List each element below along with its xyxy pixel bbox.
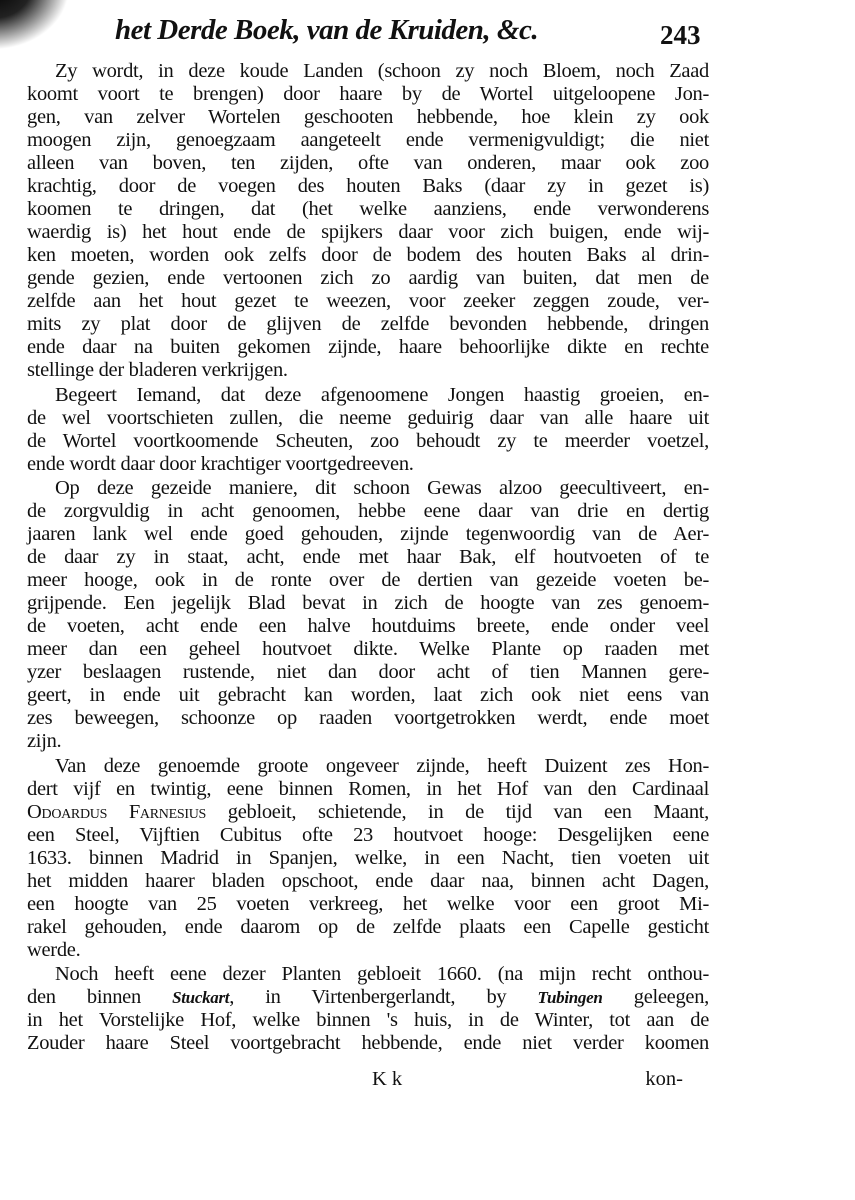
text-line: 1633. binnen Madrid in Spanjen, welke, in een Nacht, tien voeten uit xyxy=(27,846,709,869)
text-line: zelfde aan het hout gezet te weezen, voor zeeker zeggen zoude, ver- xyxy=(27,290,709,312)
text-line: dert vijf en twintig, eene binnen Romen, in het Hof van den Cardinaal xyxy=(27,777,709,800)
text-line: stellinge der bladeren verkrijgen. xyxy=(27,359,288,381)
text-line: jaaren lank wel ende goed gehouden, zijnde tegenwoordig van de Aer- xyxy=(27,523,709,545)
text-line: mits zy plat door de glijven de zelfde bevonden hebbende, dringen xyxy=(27,313,709,335)
paragraph xyxy=(27,755,709,962)
text-line: zijn. xyxy=(27,730,62,752)
text-line xyxy=(27,801,709,824)
text-line: koomen te dringen, dat (het welke aanziens, ende verwonderens xyxy=(27,198,709,220)
text-segment: den binnen xyxy=(27,986,173,1008)
text-line: Van deze genoemde groote ongeveer zijnde, heeft Duizent zes Hon- xyxy=(55,754,709,777)
text-segment: gebloeit, schietende, in de tijd van een Maant, xyxy=(206,800,710,823)
text-line: gende gezien, ende vertoonen zich zo aardig van buiten, dat men de xyxy=(27,267,709,289)
text-line: een hoogte van 25 voeten verkreeg, het welke voor een groot Mi- xyxy=(27,892,709,915)
text-line: ken moeten, worden ook zelfs door de bodem des houten Baks al drin- xyxy=(27,244,709,266)
text-line: het midden haarer bladen opschoot, ende daar naa, binnen acht Dagen, xyxy=(27,869,709,892)
text-line: grijpende. Een jegelijk Blad bevat in zich de hoogte van zes genoem- xyxy=(27,592,709,614)
paragraph xyxy=(27,60,709,382)
text-line: Op deze gezeide maniere, dit schoon Gewas alzoo geecultiveert, en- xyxy=(55,477,709,499)
text-segment: geleegen, xyxy=(602,986,710,1008)
text-line: de voeten, acht ende een halve houtduims breete, ende onder veel xyxy=(27,615,709,637)
text-line: Noch heeft eene dezer Planten gebloeit 1660. (na mijn recht onthou- xyxy=(55,963,709,985)
paragraph xyxy=(27,477,709,753)
styled-word: Tubingen xyxy=(537,988,603,1007)
scan-shadow xyxy=(0,0,70,50)
text-line: zes beweegen, schoonze op raaden voortgetrokken werdt, ende moet xyxy=(27,707,709,729)
body-text xyxy=(27,60,709,1057)
styled-word: Odoardus Farnesius xyxy=(27,800,206,823)
text-line: werde. xyxy=(27,938,81,961)
styled-word: Stuckart xyxy=(172,988,230,1007)
text-line: meer dan een geheel houtvoet dikte. Welke Plante op raaden met xyxy=(27,638,709,660)
text-line: waerdig is) het hout ende de spijkers daar voor zich buigen, ende wij- xyxy=(27,221,709,243)
text-line: een Steel, Vijftien Cubitus ofte 23 houtvoet hooge: Desgelijken eene xyxy=(27,823,709,846)
page-number: 243 xyxy=(660,20,701,50)
text-line: Zouder haare Steel voortgebracht hebbende, ende niet verder koomen xyxy=(27,1032,709,1054)
paragraph xyxy=(27,384,709,476)
text-line: koomt voort te brengen) door haare by de Wortel uitgeloopene Jon- xyxy=(27,83,709,105)
text-line: de daar zy in staat, acht, ende met haar Bak, elf houtvoeten of te xyxy=(27,546,709,568)
text-line: Zy wordt, in deze koude Landen (schoon zy noch Bloem, noch Zaad xyxy=(55,60,709,82)
signature-mark: K k xyxy=(372,1068,403,1090)
text-line: rakel gehouden, ende daarom op de zelfde plaats een Capelle gesticht xyxy=(27,915,709,938)
running-title: het Derde Boek, van de Kruiden, &c. xyxy=(115,14,539,46)
text-line xyxy=(27,986,709,1009)
text-line: de Wortel voortkoomende Scheuten, zoo behoudt zy te meerder voetzel, xyxy=(27,429,709,452)
text-line: de zorgvuldig in acht genoomen, hebbe eene daar van drie en dertig xyxy=(27,500,709,522)
text-line: alleen van boven, ten zijden, ofte van onderen, maar ook zoo xyxy=(27,152,709,174)
text-line: in het Vorstelijke Hof, welke binnen 's huis, in de Winter, tot aan de xyxy=(27,1009,709,1031)
text-line: gen, van zelver Wortelen geschooten hebbende, hoe klein zy ook xyxy=(27,106,709,128)
text-segment: , in Virtenbergerlandt, by xyxy=(229,986,538,1008)
text-line: ende daar na buiten gekomen zijnde, haare behoorlijke dikte en rechte xyxy=(27,336,709,358)
text-line: de wel voortschieten zullen, die neeme geduirig daar van alle haare uit xyxy=(27,406,709,429)
text-line: krachtig, door de voegen des houten Baks (daar zy in gezet is) xyxy=(27,175,709,197)
text-line: meer hooge, ook in de ronte over de dertien van gezeide voeten be- xyxy=(27,569,709,591)
text-line: ende wordt daar door krachtiger voortgedreeven. xyxy=(27,452,414,475)
page-footer xyxy=(27,1068,709,1092)
catchword: kon- xyxy=(645,1068,683,1090)
text-line: geert, in ende uit gebracht kan worden, laat zich ook niet eens van xyxy=(27,684,709,706)
paragraph xyxy=(27,963,709,1055)
text-line: yzer beslaagen rustende, niet dan door acht of tien Mannen gere- xyxy=(27,661,709,683)
text-line: Begeert Iemand, dat deze afgenoomene Jongen haastig groeien, en- xyxy=(55,383,709,406)
text-line: moogen zijn, genoegzaam aangeteelt ende vermenigvuldigt; die niet xyxy=(27,129,709,151)
